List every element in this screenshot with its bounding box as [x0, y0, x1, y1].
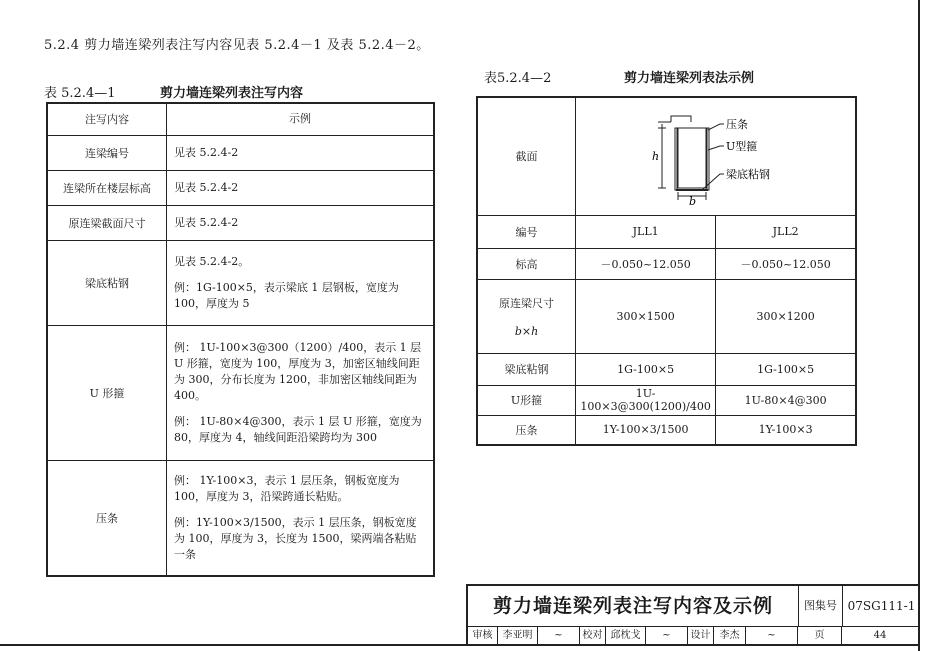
label-bottom-plate: 梁底粘钢: [725, 168, 770, 182]
table2-caption-number: 表5.2.4—2: [484, 71, 552, 86]
atlas-number: 07SG111-1: [842, 586, 920, 626]
table-row: [477, 279, 856, 353]
dim-h-label: h: [651, 150, 659, 164]
row-sub-label: b×h: [514, 324, 539, 338]
row-value: 见表 5.2.4-2: [167, 135, 435, 170]
row-value-2: 1U-80×4@300: [716, 385, 856, 415]
dim-b-label: b: [688, 195, 696, 209]
row-label: 压条: [477, 415, 576, 445]
row-value: 见表 5.2.4-2: [167, 170, 435, 205]
table1-caption-number: 表 5.2.4—1: [44, 86, 116, 101]
row-label: 连梁所在楼层标高: [47, 170, 167, 205]
row-label: U 形箍: [47, 325, 167, 460]
drawing-title: 剪力墙连梁列表注写内容及示例: [492, 595, 773, 617]
row-value-2: 1G-100×5: [716, 353, 856, 385]
row-label: 连梁编号: [47, 135, 167, 170]
title-block-sign-row: [466, 626, 918, 644]
table-row: [47, 170, 434, 205]
table1-header-example: 示例: [167, 103, 435, 135]
leader-bottom: [702, 174, 724, 190]
row-value-2: －0.050~12.050: [716, 248, 856, 279]
table1-header-item: 注写内容: [47, 103, 167, 135]
table-row: [477, 415, 856, 445]
row-value-2: JLL2: [716, 215, 856, 248]
leader-u: [708, 146, 724, 150]
title-block: [466, 584, 918, 644]
section-diagram-cell: [576, 97, 857, 215]
u-stirrup-left: [675, 128, 677, 190]
table-row: [47, 205, 434, 240]
page-label: 页: [798, 627, 842, 645]
checker-signature: ~: [646, 627, 688, 645]
row-value-1: 1G-100×5: [576, 353, 716, 385]
drawing-frame-right: [918, 0, 920, 651]
row-value-2: 1Y-100×3: [716, 415, 856, 445]
row-label: 梁底粘钢: [477, 353, 576, 385]
design-label: 设计: [688, 627, 714, 645]
row-value: 例： 1Y-100×3，表示 1 层压条，钢板宽度为 100，厚度为 3，沿梁跨通长粘贴。 例：1Y-100×3/1500，表示 1 层压条，钢板宽度为 100，厚度为 3，长度为 1500，梁两端各粘贴一条: [167, 460, 435, 576]
checker-name: 邱枕戈: [606, 627, 646, 645]
table-row: [477, 353, 856, 385]
row-value-2: 300×1200: [716, 279, 856, 353]
row-label: 编号: [477, 215, 576, 248]
table2-caption: [484, 67, 754, 86]
row-value-1: JLL1: [576, 215, 716, 248]
page-number: 44: [873, 630, 887, 641]
row-value: 见表 5.2.4-2。 例：1G-100×5，表示梁底 1 层钢板，宽度为 100，厚度为 5: [167, 240, 435, 325]
table1-caption: [44, 82, 303, 101]
row-label: 原连梁截面尺寸: [47, 205, 167, 240]
example-table: [476, 96, 857, 446]
reviewer-name: 李亚明: [498, 627, 538, 645]
slab-profile: [671, 116, 691, 122]
reviewer-signature: ~: [538, 627, 580, 645]
row-label: 标高: [477, 248, 576, 279]
table-row: [477, 248, 856, 279]
row-value: 见表 5.2.4-2: [167, 205, 435, 240]
row-label: U形箍: [477, 385, 576, 415]
row-value-1: 1Y-100×3/1500: [576, 415, 716, 445]
row-value-1: 300×1500: [576, 279, 716, 353]
table-row: [47, 135, 434, 170]
table-row: [47, 240, 434, 325]
row-value-1: －0.050~12.050: [576, 248, 716, 279]
u-stirrup-right: [707, 128, 709, 190]
label-bar: 压条: [725, 118, 748, 132]
table1-header-row: [47, 103, 434, 135]
row-value-1: 1U-100×3@300(1200)/400: [576, 385, 716, 415]
label-u-stirrup: U型箍: [725, 140, 757, 154]
table-row: [477, 385, 856, 415]
annotation-content-table: [46, 102, 435, 577]
row-label: 梁底粘钢: [47, 240, 167, 325]
table-row: [477, 215, 856, 248]
title-block-main-row: [466, 584, 918, 626]
table1-caption-title: 剪力墙连梁列表注写内容: [160, 86, 304, 101]
section-label: 截面: [477, 97, 576, 215]
beam-outline: [678, 128, 706, 188]
table-row: [47, 460, 434, 576]
check-label: 校对: [580, 627, 606, 645]
atlas-label: 图集号: [798, 586, 842, 626]
intro-paragraph: 5.2.4 剪力墙连梁列表注写内容见表 5.2.4－1 及表 5.2.4－2。: [44, 38, 430, 53]
leader-bar: [708, 124, 724, 130]
section-row: [477, 97, 856, 215]
designer-name: 李杰: [714, 627, 746, 645]
row-label: 压条: [47, 460, 167, 576]
table2-caption-title: 剪力墙连梁列表法示例: [624, 71, 755, 86]
beam-section-diagram: [636, 104, 796, 208]
table-row: [47, 325, 434, 460]
row-label: 原连梁尺寸 b×h: [477, 279, 576, 353]
review-label: 审核: [468, 627, 498, 645]
designer-signature: ~: [746, 627, 798, 645]
row-value: 例： 1U-100×3@300（1200）/400，表示 1 层 U 形箍，宽度为 100，厚度为 3，加密区轴线间距为 300，分布长度为 1200，非加密区轴线间距为 400。 例： 1U-80×4@300，表示 1 层 U 形箍，宽度为 80，厚度为 4，轴线间距沿梁跨均为 300: [167, 325, 435, 460]
